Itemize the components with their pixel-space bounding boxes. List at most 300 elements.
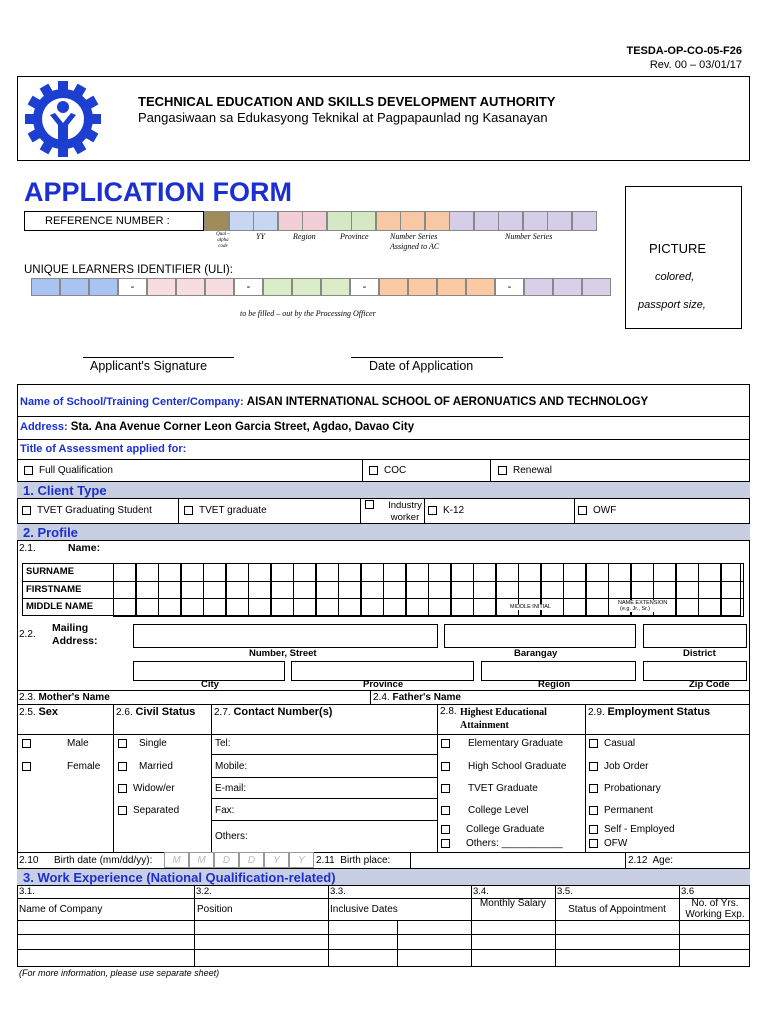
ref-caption-number-series-ac: Number Series Assigned to AC xyxy=(390,232,440,251)
client-tvet-graduating[interactable] xyxy=(22,505,152,516)
place-num: 2.11 xyxy=(316,855,335,866)
educ-elementary[interactable] xyxy=(441,738,563,749)
option-label: OWF xyxy=(593,505,617,516)
name-char-cell[interactable] xyxy=(338,563,361,582)
divider xyxy=(424,499,425,523)
barangay-field[interactable] xyxy=(444,624,636,648)
reference-cell[interactable] xyxy=(327,211,352,231)
employ-job-order[interactable] xyxy=(589,761,648,772)
divider xyxy=(211,704,212,852)
divider xyxy=(17,690,750,691)
age-row[interactable] xyxy=(628,855,673,866)
civil-header xyxy=(116,706,195,718)
divider xyxy=(17,704,750,705)
civil-single[interactable] xyxy=(118,738,167,749)
client-tvet-graduate[interactable] xyxy=(184,505,267,516)
birth-date-cell[interactable]: M xyxy=(164,852,189,868)
name-char-cell[interactable] xyxy=(158,598,181,617)
reference-cell[interactable] xyxy=(376,211,401,231)
name-char-cell[interactable] xyxy=(653,581,676,600)
name-char-cell[interactable] xyxy=(271,598,294,617)
birth-date-cell[interactable]: Y xyxy=(264,852,289,868)
educ-tvet[interactable] xyxy=(441,783,538,794)
divider xyxy=(178,499,179,523)
work-col-header: No. of Yrs. Working Exp. xyxy=(685,898,745,920)
work-col-num: 3.4. xyxy=(473,886,489,897)
checkbox[interactable] xyxy=(441,825,450,834)
profile-band xyxy=(17,523,750,541)
name-char-cell[interactable] xyxy=(406,581,429,600)
middlename-label: MIDDLE NAME xyxy=(26,601,94,612)
contact-others[interactable]: Others: xyxy=(215,831,248,842)
educ-others[interactable] xyxy=(441,838,563,849)
name-char-cell[interactable] xyxy=(563,581,586,600)
checkbox[interactable] xyxy=(24,466,33,475)
name-char-cell[interactable] xyxy=(113,581,136,600)
uli-cell[interactable] xyxy=(147,278,176,296)
mailing-label xyxy=(52,622,98,648)
date-label: Date of Application xyxy=(369,359,474,373)
sex-header xyxy=(19,706,58,718)
divider xyxy=(113,704,114,852)
reference-cell[interactable] xyxy=(572,211,597,231)
page-title: APPLICATION FORM xyxy=(24,177,292,207)
uli-cell[interactable] xyxy=(379,278,408,296)
option-label: Self - Employed xyxy=(604,824,675,835)
work-col-divider xyxy=(397,920,398,967)
mother-num: 2.3. xyxy=(19,692,36,703)
name-char-cell[interactable] xyxy=(203,598,226,617)
checkbox[interactable] xyxy=(22,506,31,515)
name-char-cell[interactable] xyxy=(226,563,249,582)
father-row[interactable] xyxy=(373,692,461,703)
contact-mobile[interactable]: Mobile: xyxy=(215,761,248,772)
name-char-cell[interactable] xyxy=(293,581,316,600)
reference-cell[interactable] xyxy=(474,211,499,231)
option-label: Widow/er xyxy=(133,783,175,794)
checkbox[interactable] xyxy=(589,762,598,771)
reference-cell[interactable] xyxy=(253,211,278,231)
name-char-cell[interactable] xyxy=(451,598,474,617)
ref-caption-qual: Qual – alpha code xyxy=(216,232,230,249)
name-char-cell[interactable] xyxy=(226,598,249,617)
name-char-cell[interactable] xyxy=(518,581,541,600)
checkbox[interactable] xyxy=(22,762,31,771)
name-char-cell[interactable] xyxy=(473,598,496,617)
street-field[interactable] xyxy=(133,624,438,648)
uli-cell[interactable] xyxy=(60,278,89,296)
divider xyxy=(625,852,626,868)
district-field[interactable] xyxy=(643,624,747,648)
father-label: Father's Name xyxy=(392,692,461,703)
option-label: TVET graduate xyxy=(199,505,267,516)
zip-field[interactable] xyxy=(643,661,747,681)
divider xyxy=(211,777,437,778)
reference-cell[interactable] xyxy=(400,211,425,231)
place-label: Birth place: xyxy=(340,855,391,866)
uli-cell[interactable] xyxy=(292,278,321,296)
option-label: High School Graduate xyxy=(468,761,567,772)
checkbox[interactable] xyxy=(589,806,598,815)
name-char-cell[interactable] xyxy=(631,581,654,600)
checkbox[interactable] xyxy=(118,739,127,748)
address-label: Address: xyxy=(20,421,68,433)
option-label: Married xyxy=(139,761,173,772)
divider xyxy=(211,754,437,755)
sex-female[interactable] xyxy=(22,761,100,772)
birth-date-cell[interactable]: M xyxy=(189,852,214,868)
reference-cell[interactable] xyxy=(498,211,523,231)
work-col-num: 3.2. xyxy=(196,886,212,897)
work-col-divider xyxy=(194,886,195,967)
name-char-cell[interactable] xyxy=(338,581,361,600)
name-row-divider xyxy=(22,581,114,582)
name-char-cell[interactable] xyxy=(113,598,136,617)
option-label: COC xyxy=(384,465,407,476)
educ-title: Highest Educational Attainment xyxy=(460,707,547,731)
name-char-cell[interactable] xyxy=(203,581,226,600)
city-field[interactable] xyxy=(133,661,285,681)
client-industry-worker[interactable] xyxy=(365,500,422,523)
option-label: Job Order xyxy=(604,761,649,772)
name-char-cell[interactable] xyxy=(361,581,384,600)
name-char-cell[interactable] xyxy=(676,563,699,582)
name-char-cell[interactable] xyxy=(698,563,721,582)
uli-cell[interactable] xyxy=(205,278,234,296)
name-char-cell[interactable] xyxy=(698,581,721,600)
name-char-cell[interactable] xyxy=(721,563,744,582)
divider xyxy=(362,459,363,481)
name-char-cell[interactable] xyxy=(563,563,586,582)
divider xyxy=(211,798,437,799)
name-char-cell[interactable] xyxy=(541,581,564,600)
checkbox[interactable] xyxy=(578,506,587,515)
name-char-cell[interactable] xyxy=(113,563,136,582)
checkbox[interactable] xyxy=(118,762,127,771)
district-label: District xyxy=(683,648,716,659)
option-label: K-12 xyxy=(443,505,465,516)
signature-line xyxy=(83,357,234,358)
checkbox[interactable] xyxy=(428,506,437,515)
name-char-cell[interactable] xyxy=(271,581,294,600)
work-col-num: 3.3. xyxy=(330,886,346,897)
name-char-cell[interactable] xyxy=(136,598,159,617)
work-divider xyxy=(17,898,750,899)
work-divider xyxy=(17,920,750,921)
picture-title: PICTURE xyxy=(649,241,707,256)
work-col-header: Monthly Salary xyxy=(479,898,547,909)
mother-label: Mother's Name xyxy=(38,692,110,703)
option-label: Permanent xyxy=(604,805,653,816)
ref-caption-region: Region xyxy=(293,232,316,241)
checkbox[interactable] xyxy=(118,806,127,815)
name-char-cell[interactable] xyxy=(653,563,676,582)
name-char-cell[interactable] xyxy=(631,563,654,582)
employ-casual[interactable] xyxy=(589,738,635,749)
uli-cell[interactable] xyxy=(89,278,118,296)
uli-cell[interactable] xyxy=(31,278,60,296)
reference-number-label-box xyxy=(24,211,204,231)
name-char-cell[interactable] xyxy=(586,598,609,617)
ref-caption-province: Province xyxy=(340,232,369,241)
reference-cell[interactable] xyxy=(449,211,474,231)
name-extension-eg: (e.g. Jr., Sr.) xyxy=(620,606,650,612)
name-char-cell[interactable] xyxy=(181,598,204,617)
name-char-cell[interactable] xyxy=(316,563,339,582)
checkbox[interactable] xyxy=(441,839,450,848)
divider xyxy=(370,690,371,704)
option-label: Male xyxy=(67,738,89,749)
name-char-cell[interactable] xyxy=(676,598,699,617)
option-label: Others: ___________ xyxy=(466,838,563,849)
city-label: City xyxy=(201,679,219,690)
assessment-renewal[interactable] xyxy=(498,465,552,476)
checkbox[interactable] xyxy=(184,506,193,515)
option-label: Single xyxy=(139,738,167,749)
name-char-cell[interactable] xyxy=(518,563,541,582)
client-type-band xyxy=(17,481,750,499)
name-char-cell[interactable] xyxy=(383,581,406,600)
reference-cell[interactable] xyxy=(425,211,450,231)
checkbox[interactable] xyxy=(118,784,127,793)
uli-cell[interactable] xyxy=(321,278,350,296)
reference-cell[interactable] xyxy=(523,211,548,231)
name-char-cell[interactable] xyxy=(608,563,631,582)
checkbox[interactable] xyxy=(441,784,450,793)
uli-cell[interactable] xyxy=(176,278,205,296)
uli-separator: - xyxy=(350,278,379,296)
checkbox[interactable] xyxy=(589,839,598,848)
name-char-cell[interactable] xyxy=(496,581,519,600)
employ-ofw[interactable] xyxy=(589,838,627,849)
educ-college-grad[interactable] xyxy=(441,824,544,835)
sex-num: 2.5. xyxy=(19,707,36,718)
reference-cell[interactable] xyxy=(278,211,303,231)
divider xyxy=(211,820,437,821)
region-label: Region xyxy=(538,679,571,690)
name-char-cell[interactable] xyxy=(451,581,474,600)
province-field[interactable] xyxy=(291,661,474,681)
processing-note: to be filled – out by the Processing Officer xyxy=(240,309,376,318)
option-label: College Level xyxy=(468,805,529,816)
province-label: Province xyxy=(363,679,404,690)
name-char-cell[interactable] xyxy=(383,598,406,617)
firstname-label: FIRSTNAME xyxy=(26,584,82,595)
reference-cell[interactable] xyxy=(204,211,229,231)
reference-cell[interactable] xyxy=(229,211,254,231)
educ-college-level[interactable] xyxy=(441,805,529,816)
birthplace-row[interactable] xyxy=(316,855,390,866)
contact-email[interactable]: E-mail: xyxy=(215,783,247,794)
name-row-divider xyxy=(22,598,114,599)
uli-label: UNIQUE LEARNERS IDENTIFIER (ULI): xyxy=(24,264,233,276)
name-char-cell[interactable] xyxy=(608,581,631,600)
civil-separated[interactable] xyxy=(118,805,179,816)
option-label: TVET Graduate xyxy=(468,783,538,794)
name-char-cell[interactable] xyxy=(226,581,249,600)
father-num: 2.4. xyxy=(373,692,390,703)
profile-title: 2. Profile xyxy=(23,525,78,540)
work-col-header: Name of Company xyxy=(19,904,103,915)
school-value[interactable]: AISAN INTERNATIONAL SCHOOL OF AERONUATICS AND TECHNOLOGY xyxy=(246,396,649,408)
work-divider xyxy=(17,949,750,950)
mailing-num: 2.2. xyxy=(19,629,36,640)
work-col-divider xyxy=(471,886,472,967)
civil-title: Civil Status xyxy=(135,706,196,718)
birth-date-cell[interactable]: Y xyxy=(289,852,314,868)
name-extension-text: NAME EXTENSION xyxy=(618,600,668,606)
school-label: Name of School/Training Center/Company: xyxy=(20,396,244,408)
checkbox[interactable] xyxy=(441,739,450,748)
checkbox[interactable] xyxy=(441,762,450,771)
civil-married[interactable] xyxy=(118,761,173,772)
org-name-filipino: Pangasiwaan sa Edukasyong Teknikal at Pagpapaunlad ng Kasanayan xyxy=(138,110,548,125)
birth-date-cell[interactable]: D xyxy=(239,852,264,868)
name-char-cell[interactable] xyxy=(428,598,451,617)
org-name: TECHNICAL EDUCATION AND SKILLS DEVELOPMENT AUTHORITY xyxy=(138,94,556,109)
client-type-title: 1. Client Type xyxy=(23,483,107,498)
employ-self-employed[interactable] xyxy=(589,824,675,835)
checkbox[interactable] xyxy=(589,825,598,834)
name-char-cell[interactable] xyxy=(316,598,339,617)
work-col-header: Status of Appointment xyxy=(568,904,666,915)
name-char-cell[interactable] xyxy=(428,563,451,582)
uli-cell[interactable] xyxy=(437,278,466,296)
name-char-cell[interactable] xyxy=(383,563,406,582)
age-label: Age: xyxy=(652,855,674,866)
name-char-cell[interactable] xyxy=(248,563,271,582)
option-label: Separated xyxy=(133,805,180,816)
uli-cell[interactable] xyxy=(582,278,611,296)
educ-highschool[interactable] xyxy=(441,761,566,772)
name-char-cell[interactable] xyxy=(181,563,204,582)
uli-cell[interactable] xyxy=(408,278,437,296)
name-char-cell[interactable] xyxy=(676,581,699,600)
employ-header xyxy=(588,706,710,718)
assessment-full-qualification[interactable] xyxy=(24,465,113,476)
name-char-cell[interactable] xyxy=(721,598,744,617)
work-col-header: Inclusive Dates xyxy=(330,904,398,915)
birth-date-cell[interactable]: D xyxy=(214,852,239,868)
contact-tel[interactable]: Tel: xyxy=(215,738,231,749)
name-char-cell[interactable] xyxy=(316,581,339,600)
name-char-cell[interactable] xyxy=(406,563,429,582)
name-char-cell[interactable] xyxy=(271,563,294,582)
name-char-cell[interactable] xyxy=(473,581,496,600)
client-owf[interactable] xyxy=(578,505,616,516)
name-extension-label xyxy=(618,600,667,612)
name-char-cell[interactable] xyxy=(293,598,316,617)
tesda-logo-icon xyxy=(25,81,101,157)
picture-line2: passport size, xyxy=(638,299,706,311)
ref-caption-yy: YY xyxy=(256,232,265,241)
form-code: TESDA-OP-CO-05-F26 xyxy=(626,45,742,57)
name-char-cell[interactable] xyxy=(338,598,361,617)
barangay-label: Barangay xyxy=(514,648,558,659)
profile-name-label: Name: xyxy=(68,542,101,554)
option-label: OFW xyxy=(604,838,628,849)
checkbox[interactable] xyxy=(589,739,598,748)
mother-row[interactable] xyxy=(19,692,110,703)
assessment-coc[interactable] xyxy=(369,465,406,476)
employ-permanent[interactable] xyxy=(589,805,653,816)
work-col-num: 3.6 xyxy=(681,886,695,897)
revision: Rev. 00 – 03/01/17 xyxy=(649,59,742,71)
work-col-num: 3.5. xyxy=(557,886,573,897)
name-char-cell[interactable] xyxy=(136,581,159,600)
divider xyxy=(17,734,750,735)
divider xyxy=(437,704,438,852)
address-value[interactable]: Sta. Ana Avenue Corner Leon Garcia Street, Agdao, Davao City xyxy=(70,421,415,433)
name-char-cell[interactable] xyxy=(248,581,271,600)
reference-cell[interactable] xyxy=(302,211,327,231)
option-label: Renewal xyxy=(513,465,552,476)
name-char-cell[interactable] xyxy=(541,563,564,582)
name-char-cell[interactable] xyxy=(428,581,451,600)
civil-widow[interactable] xyxy=(118,783,175,794)
name-char-cell[interactable] xyxy=(473,563,496,582)
picture-line1: colored, xyxy=(655,271,695,283)
divider xyxy=(17,416,750,417)
mailing-text: Mailing xyxy=(52,622,89,634)
name-char-cell[interactable] xyxy=(136,563,159,582)
name-char-cell[interactable] xyxy=(586,581,609,600)
name-char-cell[interactable] xyxy=(406,598,429,617)
checkbox[interactable] xyxy=(365,500,374,509)
sex-male[interactable] xyxy=(22,738,89,749)
school-line xyxy=(20,396,648,408)
name-char-cell[interactable] xyxy=(721,581,744,600)
name-char-cell[interactable] xyxy=(496,563,519,582)
employ-probationary[interactable] xyxy=(589,783,661,794)
checkbox[interactable] xyxy=(589,784,598,793)
name-char-cell[interactable] xyxy=(586,563,609,582)
birth-label: Birth date (mm/dd/yy): xyxy=(54,855,153,866)
contact-fax[interactable]: Fax: xyxy=(215,805,235,816)
uli-cell[interactable] xyxy=(263,278,292,296)
address-text: Address: xyxy=(52,635,98,647)
reference-cell[interactable] xyxy=(351,211,376,231)
checkbox[interactable] xyxy=(441,806,450,815)
name-char-cell[interactable] xyxy=(293,563,316,582)
name-char-cell[interactable] xyxy=(203,563,226,582)
reference-cell[interactable] xyxy=(547,211,572,231)
name-char-cell[interactable] xyxy=(361,563,384,582)
uli-cell[interactable] xyxy=(524,278,553,296)
name-char-cell[interactable] xyxy=(158,581,181,600)
region-field[interactable] xyxy=(481,661,636,681)
name-char-cell[interactable] xyxy=(361,598,384,617)
name-char-cell[interactable] xyxy=(248,598,271,617)
educ-num: 2.8. xyxy=(440,706,457,717)
uli-cell[interactable] xyxy=(553,278,582,296)
checkbox[interactable] xyxy=(498,466,507,475)
name-char-cell[interactable] xyxy=(181,581,204,600)
checkbox[interactable] xyxy=(22,739,31,748)
divider xyxy=(574,499,575,523)
name-char-cell[interactable] xyxy=(451,563,474,582)
checkbox[interactable] xyxy=(369,466,378,475)
surname-label: SURNAME xyxy=(26,566,75,577)
name-char-cell[interactable] xyxy=(563,598,586,617)
divider xyxy=(17,852,750,853)
client-k12[interactable] xyxy=(428,505,464,516)
name-char-cell[interactable] xyxy=(158,563,181,582)
uli-cell[interactable] xyxy=(466,278,495,296)
employ-title: Employment Status xyxy=(607,706,711,718)
name-char-cell[interactable] xyxy=(698,598,721,617)
work-col-num: 3.1. xyxy=(19,886,35,897)
